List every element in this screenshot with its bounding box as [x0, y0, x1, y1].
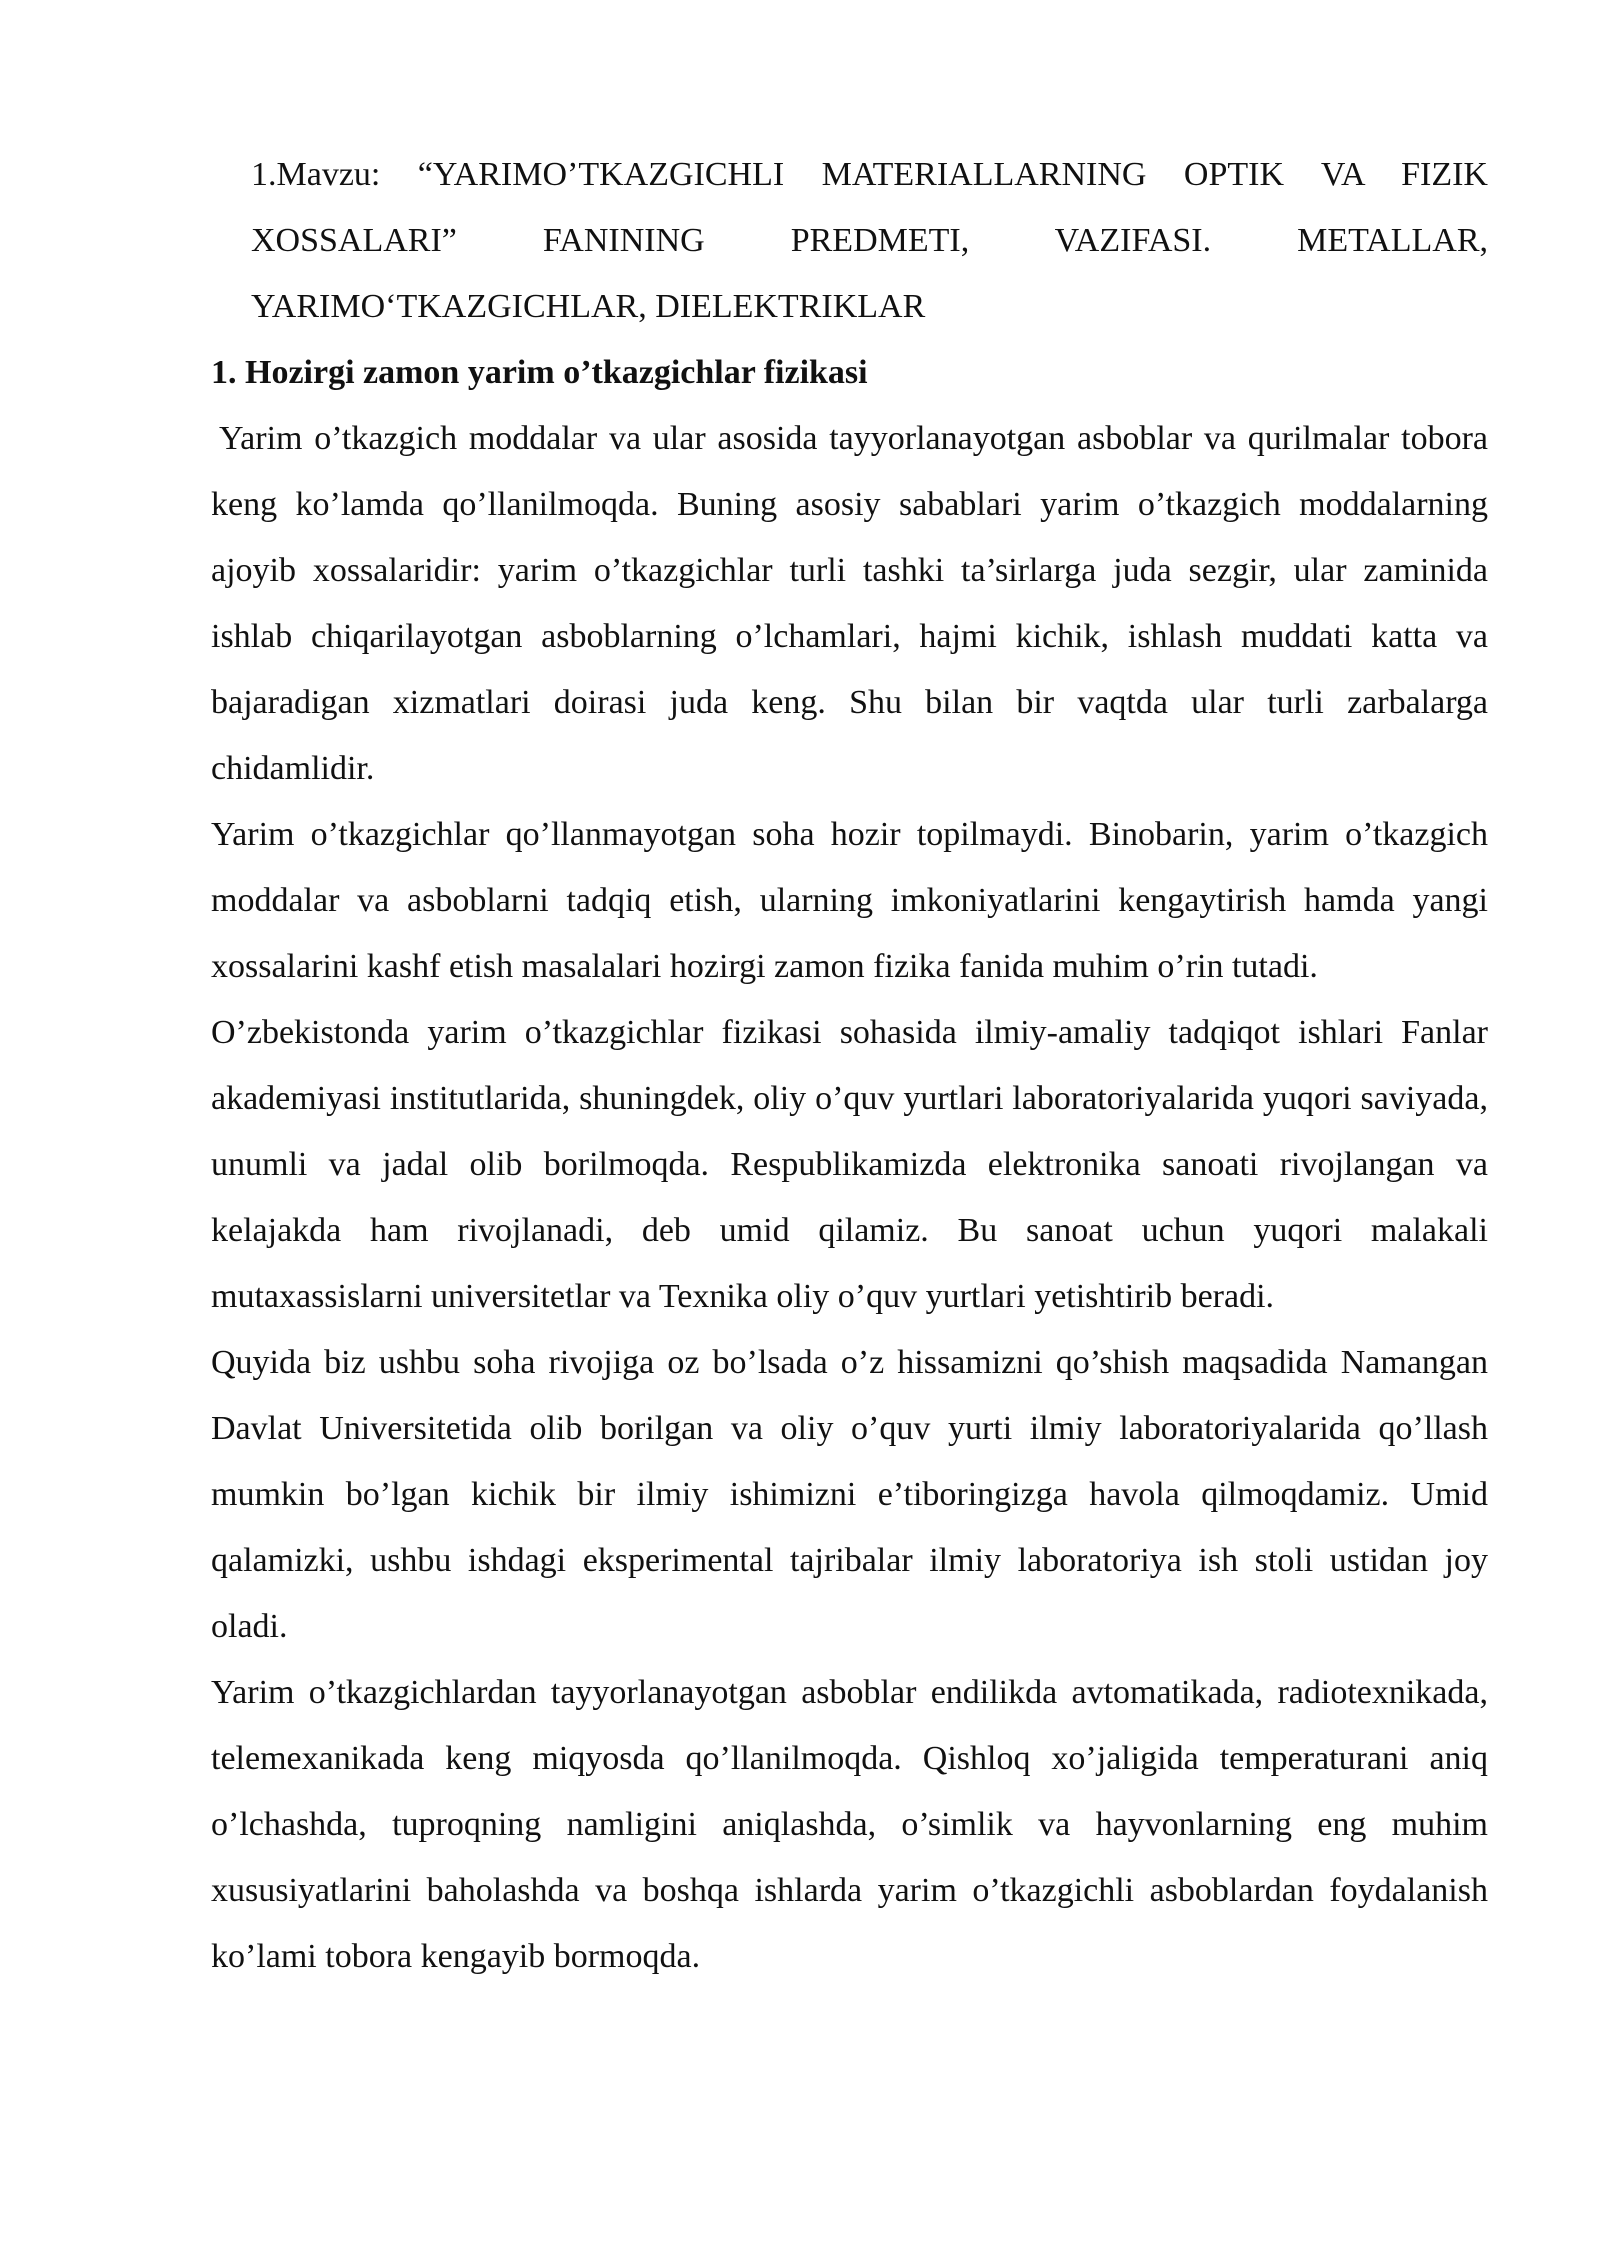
paragraph-5: Yarim o’tkazgichlardan tayyorlanayotgan asboblar endilikda avtomatikada, radiotexnikada, telemexanikada keng miqyosda qo’llanilmoqda. Qishloq xo’jaligida temperaturani aniq o’lchashda, tuproqning namligini aniqlashda, o’simlik va hayvonlarning eng muhim xususiyatlarini baholashda va boshqa ishlarda yarim o’tkazgichli asboblardan foydalanish ko’lami tobora kengayib bormoqda. [211, 1674, 1488, 1975]
document-title: 1.Mavzu: “YARIMO’TKAZGICHLI MATERIALLARNING OPTIK VA FIZIK XOSSALARI” FANINING PREDMETI, VAZIFASI. METALLAR, YARIMO‘TKAZGICHLAR, DIELEKTRIKLAR [251, 156, 1488, 325]
paragraph-1: Yarim o’tkazgich moddalar va ular asosida tayyorlanayotgan asboblar va qurilmalar tobora keng ko’lamda qo’llanilmoqda. Buning asosiy sabablari yarim o’tkazgich moddalarning ajoyib xossalaridir: yarim o’tkazgichlar turli tashki ta’sirlarga juda sezgir, ular zaminida ishlab chiqarilayotgan asboblarning o’lchamlari, hajmi kichik, ishlash muddati katta va bajaradigan xizmatlari doirasi juda keng. Shu bilan bir vaqtda ular turli zarbalarga chidamlidir. [211, 420, 1488, 787]
paragraph-3: O’zbekistonda yarim o’tkazgichlar fizikasi sohasida ilmiy-amaliy tadqiqot ishlari Fanlar akademiyasi institutlarida, shuningdek, oliy o’quv yurtlari laboratoriyalarida yuqori saviyada, unumli va jadal olib borilmoqda. Respublikamizda elektronika sanoati rivojlangan va kelajakda ham rivojlanadi, deb umid qilamiz. Bu sanoat uchun yuqori malakali mutaxassislarni universitetlar va Texnika oliy o’quv yurtlari yetishtirib beradi. [211, 1014, 1488, 1315]
document-content [211, 142, 1488, 1990]
paragraph-4: Quyida biz ushbu soha rivojiga oz bo’lsada o’z hissamizni qo’shish maqsadida Namangan Davlat Universitetida olib borilgan va oliy o’quv yurti ilmiy laboratoriyalarida qo’llash mumkin bo’lgan kichik bir ilmiy ishimizni e’tiboringizga havola qilmoqdamiz. Umid qalamizki, ushbu ishdagi eksperimental tajribalar ilmiy laboratoriya ish stoli ustidan joy oladi. [211, 1344, 1488, 1645]
section-heading: 1. Hozirgi zamon yarim o’tkazgichlar fizikasi [211, 354, 868, 391]
paragraph-2: Yarim o’tkazgichlar qo’llanmayotgan soha hozir topilmaydi. Binobarin, yarim o’tkazgich moddalar va asboblarni tadqiq etish, ularning imkoniyatlarini kengaytirish hamda yangi xossalarini kashf etish masalalari hozirgi zamon fizika fanida muhim o’rin tutadi. [211, 816, 1488, 985]
